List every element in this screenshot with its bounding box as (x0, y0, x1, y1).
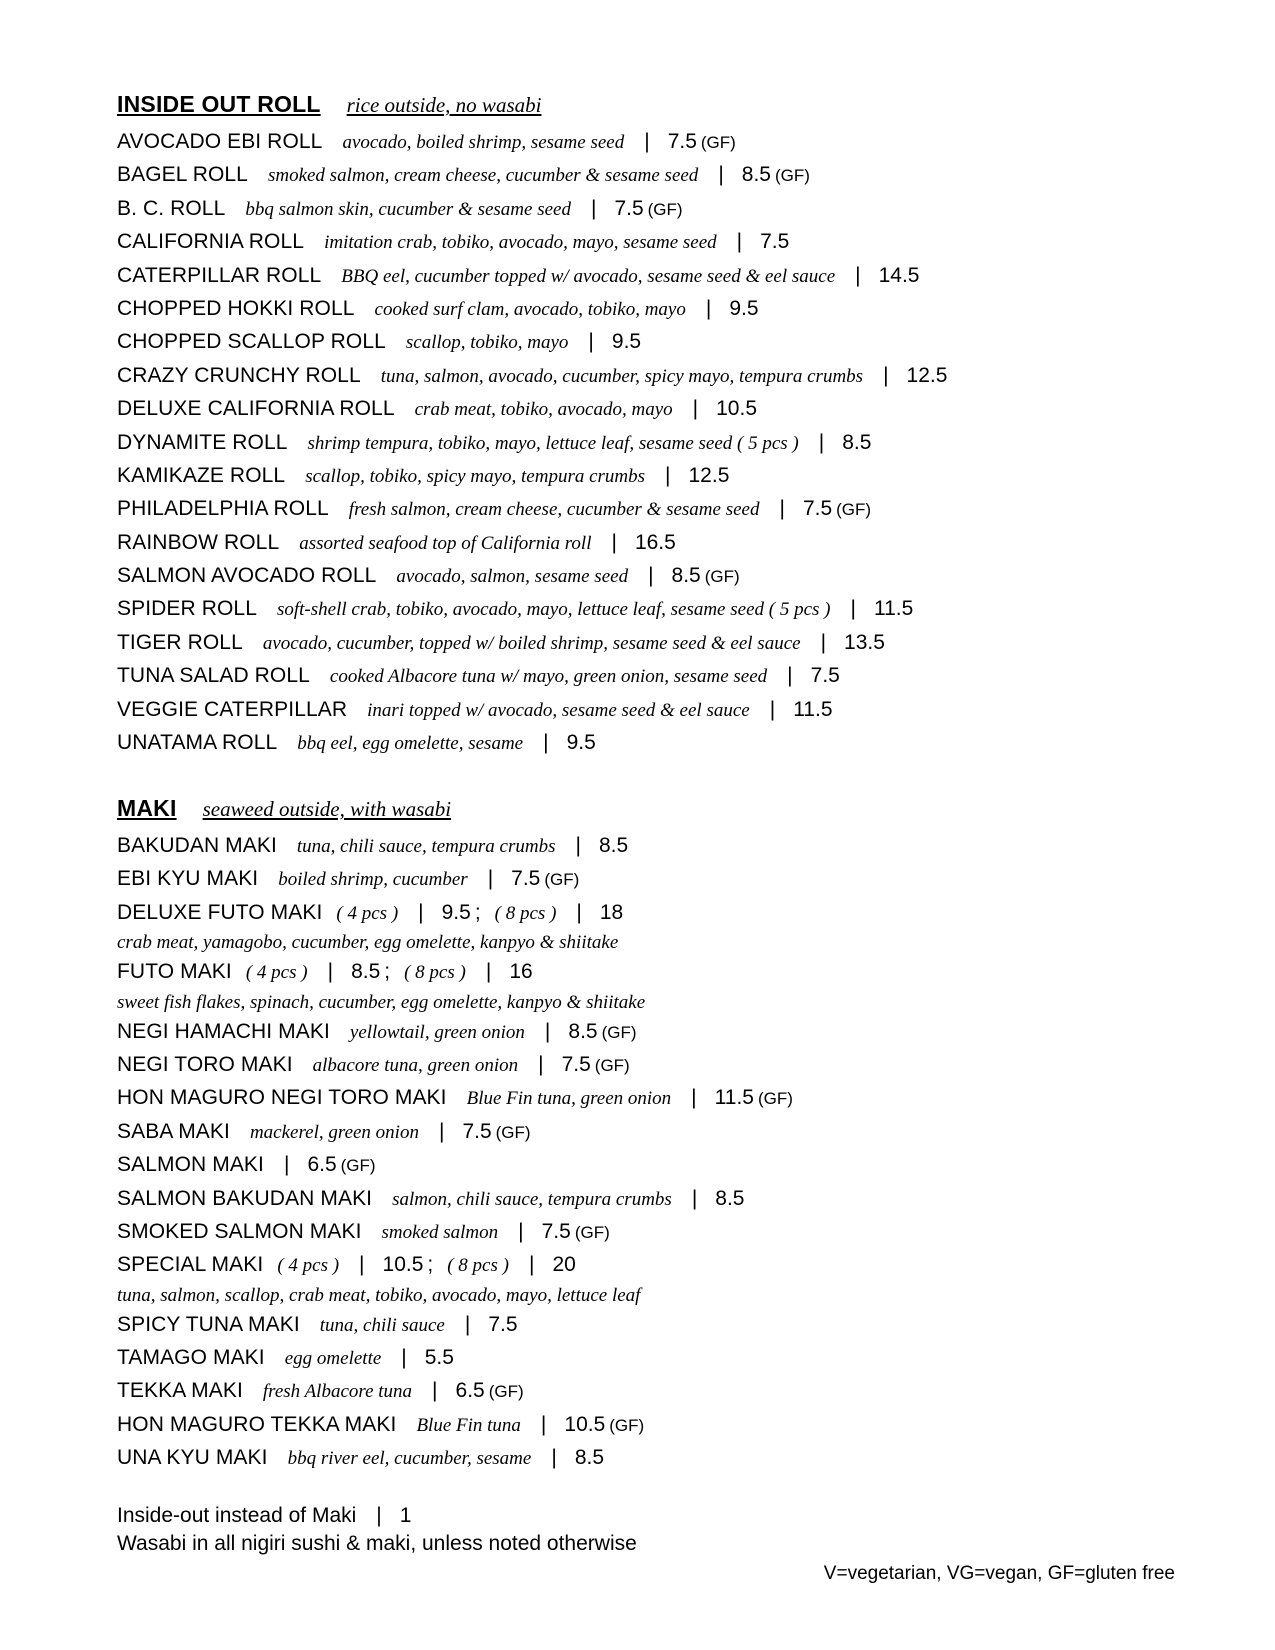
item-description: albacore tuna, green onion (312, 1054, 519, 1076)
section-header (117, 91, 947, 125)
menu-item (117, 1148, 793, 1181)
item-price: 8.5 (741, 163, 771, 187)
item-price: 11.5 (714, 1086, 754, 1110)
item-name: TEKKA MAKI (117, 1379, 243, 1403)
separator: | (691, 1186, 698, 1210)
separator: | (718, 163, 724, 187)
item-price: 8.5 (574, 1446, 605, 1470)
menu-item (117, 1374, 793, 1407)
item-description: assorted seafood top of California roll (299, 532, 592, 554)
menu-item (117, 829, 793, 862)
menu-item (117, 492, 947, 525)
item-name: CALIFORNIA ROLL (117, 230, 305, 254)
item-description: soft-shell crab, tobiko, avocado, mayo, lettuce leaf, sesame seed ( 5 pcs ) (276, 599, 831, 621)
item-qty: ( 4 pcs ) (245, 962, 308, 984)
item-price: 8.5 (715, 1186, 745, 1210)
item-price: 13.5 (844, 630, 885, 654)
item-name: BAKUDAN MAKI (117, 834, 277, 857)
menu-notes (117, 1502, 637, 1558)
item-price: 7.5 (667, 130, 697, 153)
gluten-free-badge: (GF) (774, 166, 810, 186)
item-price: 11.5 (873, 597, 914, 621)
item-price: 9.5 (729, 296, 759, 320)
separator: | (283, 1153, 290, 1177)
item-price: 6.5 (307, 1153, 337, 1177)
item-description: bbq salmon skin, cucumber & sesame seed (245, 198, 571, 220)
menu-item (117, 1182, 793, 1215)
separator: | (487, 867, 494, 891)
separator: | (327, 960, 334, 984)
menu-item (117, 896, 793, 929)
item-description: BBQ eel, cucumber topped w/ avocado, sesame seed & eel sauce (341, 265, 836, 287)
item-description: cooked surf clam, avocado, tobiko, mayo (374, 298, 686, 320)
item-name: DELUXE FUTO MAKI (117, 900, 323, 924)
upgrade-note (117, 1502, 637, 1530)
gluten-free-badge: (GF) (757, 1089, 793, 1109)
item-description: scallop, tobiko, spicy mayo, tempura crumbs (305, 465, 646, 487)
separator: | (518, 1219, 524, 1243)
item-description: cooked Albacore tuna w/ mayo, green onion, sesame seed (329, 666, 768, 688)
item-name: NEGI TORO MAKI (117, 1052, 293, 1076)
separator: | (691, 1086, 697, 1110)
menu-item (117, 325, 947, 358)
item-qty: ( 8 pcs ) (447, 1255, 509, 1277)
item-description: Blue Fin tuna (416, 1414, 521, 1436)
item-price: 5.5 (424, 1346, 454, 1370)
menu-item-description-line (117, 929, 793, 955)
item-name: HON MAGURO TEKKA MAKI (117, 1412, 397, 1436)
separator: | (359, 1253, 365, 1277)
separator: | (528, 1253, 535, 1277)
item-name: EBI KYU MAKI (117, 867, 259, 891)
item-name: RAINBOW ROLL (117, 530, 280, 554)
menu-item (117, 225, 947, 258)
gluten-free-badge: (GF) (836, 500, 872, 520)
item-qty: ( 4 pcs ) (277, 1255, 340, 1277)
gluten-free-badge: (GF) (647, 199, 683, 219)
item-description: avocado, cucumber, topped w/ boiled shrimp, sesame seed & eel sauce (262, 632, 801, 654)
item-description: Blue Fin tuna, green onion (466, 1088, 672, 1110)
menu-item (117, 359, 947, 392)
item-name: SALMON MAKI (117, 1153, 264, 1177)
item-price: 7.5 (561, 1052, 591, 1076)
item-name: SPIDER ROLL (117, 597, 257, 621)
item-name: TUNA SALAD ROLL (117, 664, 310, 688)
item-price: 9.5 (441, 900, 471, 924)
item-price: 8.5 (671, 564, 701, 588)
menu-item (117, 1215, 793, 1248)
item-price: 10.5 (382, 1253, 424, 1277)
item-name: AVOCADO EBI ROLL (117, 130, 323, 153)
item-price: 7.5 (802, 497, 833, 521)
item-description: bbq river eel, cucumber, sesame (287, 1448, 532, 1470)
item-price: 7.5 (810, 664, 840, 688)
separator: | (644, 130, 650, 153)
item-price: 8.5 (568, 1019, 598, 1043)
item-description: boiled shrimp, cucumber (278, 869, 468, 891)
item-description: inari topped w/ avocado, sesame seed & eel sauce (367, 699, 750, 721)
separator: | (485, 960, 492, 984)
menu-item (117, 1341, 793, 1374)
separator: | (464, 1312, 471, 1336)
separator: | (736, 230, 743, 254)
separator: | (401, 1346, 407, 1370)
separator: | (540, 1412, 547, 1436)
menu-item-description-line (117, 989, 793, 1015)
separator: | (544, 1019, 551, 1043)
separator: | (376, 1504, 382, 1527)
item-name: BAGEL ROLL (117, 163, 248, 187)
menu-item (117, 862, 793, 895)
upgrade-price: 1 (399, 1504, 412, 1527)
item-name: PHILADELPHIA ROLL (117, 497, 329, 521)
item-description: egg omelette (284, 1348, 382, 1370)
menu-item (117, 659, 947, 692)
item-price: 20 (552, 1253, 576, 1277)
section-maki (117, 795, 793, 1475)
gluten-free-badge: (GF) (609, 1415, 645, 1435)
menu-item (117, 955, 793, 988)
item-qty: ( 4 pcs ) (336, 902, 399, 924)
item-description: scallop, tobiko, mayo (405, 332, 569, 354)
item-price: 12.5 (688, 463, 730, 487)
gluten-free-badge: (GF) (594, 1055, 630, 1075)
item-price: 14.5 (878, 263, 920, 287)
separator: | (418, 900, 424, 924)
separator: | (855, 263, 861, 287)
item-qty: ( 8 pcs ) (404, 962, 466, 984)
item-name: SPECIAL MAKI (117, 1253, 264, 1277)
menu-item (117, 626, 947, 659)
item-price: 10.5 (564, 1412, 606, 1436)
semicolon: ; (427, 1253, 434, 1277)
separator: | (818, 430, 825, 454)
item-description: salmon, chili sauce, tempura crumbs (392, 1188, 672, 1210)
separator: | (883, 363, 889, 387)
gluten-free-badge: (GF) (601, 1022, 637, 1042)
item-price: 10.5 (716, 397, 757, 421)
separator: | (432, 1379, 438, 1403)
item-price: 8.5 (842, 430, 872, 454)
semicolon: ; (474, 900, 481, 924)
item-price: 7.5 (541, 1219, 571, 1243)
separator: | (850, 597, 856, 621)
menu-item-list (117, 125, 947, 759)
item-name: SALMON BAKUDAN MAKI (117, 1186, 373, 1210)
separator: | (543, 731, 549, 755)
item-name: CHOPPED SCALLOP ROLL (117, 330, 386, 354)
item-price: 7.5 (511, 867, 541, 891)
menu-item (117, 559, 947, 592)
section-inside-out-roll (117, 91, 947, 759)
item-name: NEGI HAMACHI MAKI (117, 1019, 330, 1043)
separator: | (769, 697, 776, 721)
section-header (117, 795, 793, 829)
item-description: tuna, chili sauce (319, 1314, 445, 1336)
menu-item (117, 693, 947, 726)
item-name: TIGER ROLL (117, 630, 243, 654)
item-price: 8.5 (598, 834, 629, 857)
menu-item (117, 1048, 793, 1081)
menu-item (117, 726, 947, 759)
menu-item (117, 526, 947, 559)
menu-item (117, 292, 947, 325)
item-name: CHOPPED HOKKI ROLL (117, 296, 355, 320)
gluten-free-badge: (GF) (704, 567, 740, 587)
item-name: FUTO MAKI (117, 960, 232, 984)
semicolon: ; (384, 960, 391, 984)
item-name: SABA MAKI (117, 1119, 230, 1143)
section-title: MAKI (117, 795, 177, 821)
separator: | (538, 1052, 544, 1076)
item-description: tuna, salmon, avocado, cucumber, spicy mayo, tempura crumbs (380, 365, 864, 387)
gluten-free-badge: (GF) (495, 1122, 531, 1142)
menu-item (117, 1081, 793, 1114)
item-name: B. C. ROLL (117, 196, 226, 220)
menu-item (117, 459, 947, 492)
item-price: 8.5 (351, 960, 381, 984)
menu-item (117, 1408, 793, 1441)
section-subtitle: seaweed outside, with wasabi (202, 797, 452, 821)
separator: | (787, 664, 793, 688)
item-description: smoked salmon (381, 1221, 499, 1243)
separator: | (611, 530, 617, 554)
menu-item (117, 158, 947, 191)
item-name: KAMIKAZE ROLL (117, 463, 286, 487)
menu-item-list (117, 829, 793, 1475)
separator: | (575, 834, 581, 857)
item-description: imitation crab, tobiko, avocado, mayo, sesame seed (324, 232, 717, 254)
item-price: 7.5 (462, 1119, 492, 1143)
item-description: bbq eel, egg omelette, sesame (297, 733, 524, 755)
section-title: INSIDE OUT ROLL (117, 91, 321, 117)
item-name: DYNAMITE ROLL (117, 430, 288, 454)
gluten-free-badge: (GF) (700, 133, 736, 152)
separator: | (551, 1446, 557, 1470)
upgrade-label: Inside-out instead of Maki (117, 1504, 357, 1527)
menu-item (117, 426, 947, 459)
item-name: CRAZY CRUNCHY ROLL (117, 363, 361, 387)
item-name: SALMON AVOCADO ROLL (117, 564, 377, 588)
separator: | (648, 564, 654, 588)
item-description: shrimp tempura, tobiko, mayo, lettuce leaf, sesame seed ( 5 pcs ) (307, 432, 799, 454)
item-name: TAMAGO MAKI (117, 1346, 265, 1370)
diet-legend: V=vegetarian, VG=vegan, GF=gluten free (823, 1563, 1175, 1584)
item-description: yellowtail, green onion (349, 1021, 525, 1043)
item-name: UNATAMA ROLL (117, 731, 278, 755)
separator: | (820, 630, 827, 654)
separator: | (576, 900, 582, 924)
item-description: crab meat, tobiko, avocado, mayo (414, 399, 673, 421)
item-description: tuna, chili sauce, tempura crumbs (296, 836, 556, 857)
separator: | (438, 1119, 445, 1143)
separator: | (590, 196, 597, 220)
item-price: 9.5 (566, 731, 596, 755)
menu-item (117, 259, 947, 292)
item-description: smoked salmon, cream cheese, cucumber & sesame seed (267, 165, 699, 187)
item-description: mackerel, green onion (249, 1121, 419, 1143)
item-price: 16 (509, 960, 533, 984)
separator: | (705, 296, 712, 320)
item-price: 11.5 (793, 697, 833, 721)
item-name: VEGGIE CATERPILLAR (117, 697, 348, 721)
menu-item (117, 192, 947, 225)
item-price: 7.5 (614, 196, 644, 220)
item-name: SPICY TUNA MAKI (117, 1312, 300, 1336)
item-name: HON MAGURO NEGI TORO MAKI (117, 1086, 447, 1110)
item-description: sweet fish flakes, spinach, cucumber, egg omelette, kanpyo & shiitake (117, 991, 646, 1013)
wasabi-note: Wasabi in all nigiri sushi & maki, unless noted otherwise (117, 1532, 637, 1555)
item-description: avocado, salmon, sesame seed (396, 566, 629, 588)
item-name: CATERPILLAR ROLL (117, 263, 322, 287)
gluten-free-badge: (GF) (574, 1222, 610, 1242)
item-description: fresh Albacore tuna (262, 1381, 413, 1403)
gluten-free-badge: (GF) (544, 870, 580, 890)
menu-item (117, 1308, 793, 1341)
item-price: 9.5 (611, 330, 642, 354)
menu-item (117, 1441, 793, 1474)
item-description: avocado, boiled shrimp, sesame seed (342, 132, 625, 153)
item-description: crab meat, yamagobo, cucumber, egg omelette, kanpyo & shiitake (117, 932, 619, 954)
item-price: 18 (599, 900, 624, 924)
separator: | (665, 463, 671, 487)
item-price: 12.5 (906, 363, 948, 387)
item-price: 7.5 (488, 1312, 518, 1336)
item-description: fresh salmon, cream cheese, cucumber & sesame seed (348, 499, 760, 521)
menu-item (117, 392, 947, 425)
item-price: 7.5 (760, 230, 790, 254)
menu-item (117, 1015, 793, 1048)
menu-item (117, 125, 947, 158)
item-name: UNA KYU MAKI (117, 1446, 268, 1470)
gluten-free-badge: (GF) (488, 1382, 524, 1402)
menu-item (117, 1248, 793, 1281)
menu-item (117, 592, 947, 625)
separator: | (588, 330, 594, 354)
item-description: tuna, salmon, scallop, crab meat, tobiko, avocado, mayo, lettuce leaf (117, 1284, 641, 1306)
menu-item-description-line (117, 1282, 793, 1308)
gluten-free-badge: (GF) (340, 1156, 376, 1176)
section-subtitle: rice outside, no wasabi (346, 93, 542, 117)
item-name: DELUXE CALIFORNIA ROLL (117, 397, 395, 421)
separator: | (779, 497, 785, 521)
item-name: SMOKED SALMON MAKI (117, 1219, 362, 1243)
menu-item (117, 1115, 793, 1148)
item-price: 6.5 (455, 1379, 485, 1403)
item-qty: ( 8 pcs ) (494, 902, 557, 924)
separator: | (692, 397, 699, 421)
item-price: 16.5 (634, 530, 676, 554)
